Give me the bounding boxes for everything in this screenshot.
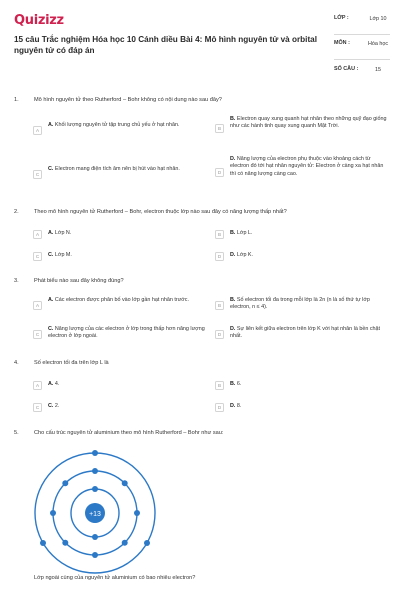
option-key: D.: [230, 326, 236, 332]
option-key: A.: [48, 381, 54, 387]
meta-subject: [334, 40, 390, 48]
option-d[interactable]: [215, 403, 393, 412]
electron: [92, 534, 98, 540]
option-text: Số electron tối đa trong mỗi lớp là 2n (n là số thứ tự lớp electron, n ≤ 4).: [230, 297, 370, 311]
option-letter-box: C: [33, 170, 42, 179]
option-letter-box: B: [215, 381, 224, 390]
option-text: Lớp N.: [54, 230, 72, 236]
option-text: Lớp L.: [236, 230, 253, 236]
meta-count-label: SỐ CÂU :: [334, 66, 359, 72]
option-letter-box: D: [215, 330, 224, 339]
option-text: Khối lượng nguyên tử tập trung chủ yếu ở hạt nhân.: [54, 122, 180, 128]
aluminium-atom-diagram: [30, 448, 160, 578]
option-d[interactable]: [215, 326, 393, 342]
option-b[interactable]: [215, 230, 393, 239]
option-d[interactable]: [215, 252, 393, 261]
option-a[interactable]: [33, 297, 223, 313]
question-number: 2.: [14, 209, 19, 215]
option-text: 4.: [54, 381, 60, 387]
question-number: 5.: [14, 430, 19, 436]
option-text: 8.: [236, 403, 242, 409]
electron: [92, 450, 98, 456]
question-text: Theo mô hình nguyên tử Rutherford – Bohr, electron thuộc lớp nào sau đây có năng lượng thấp nhất?: [34, 209, 287, 215]
option-key: D.: [230, 156, 236, 162]
option-c[interactable]: [33, 166, 223, 182]
electron: [92, 552, 98, 558]
electron: [144, 540, 150, 546]
option-text: Sự liên kết giữa electron trên lớp K với hạt nhân là bền chặt nhất.: [230, 326, 381, 340]
option-key: A.: [48, 297, 54, 303]
electron: [92, 468, 98, 474]
option-b[interactable]: [215, 297, 393, 313]
option-text: 6.: [236, 381, 242, 387]
page-title: 15 câu Trắc nghiệm Hóa học 10 Cánh diều Bài 4: Mô hình nguyên tử và orbital nguyên tử có đáp án: [14, 35, 318, 55]
option-key: C.: [48, 326, 54, 332]
question-text: Số electron tối đa trên lớp L là: [34, 360, 109, 366]
question-number: 3.: [14, 278, 19, 284]
option-c[interactable]: [33, 403, 223, 412]
option-letter-box: A: [33, 126, 42, 135]
option-key: D.: [230, 403, 236, 409]
option-letter-box: C: [33, 330, 42, 339]
option-text: Năng lượng của các electron ở lớp trong thấp hơn năng lượng electron ở lớp ngoài.: [48, 326, 205, 340]
option-letter-box: B: [215, 124, 224, 133]
electron: [50, 510, 56, 516]
meta-class-label: LỚP :: [334, 15, 349, 21]
meta-subject-label: MÔN :: [334, 40, 350, 46]
option-a[interactable]: [33, 122, 223, 138]
option-text: Lớp M.: [54, 252, 72, 258]
option-key: B.: [230, 381, 236, 387]
question-number: 4.: [14, 360, 19, 366]
option-c[interactable]: [33, 326, 223, 342]
option-text: Electron mang điện tích âm nên bị hút vào hạt nhân.: [54, 166, 180, 172]
meta-class-value: Lớp 10: [369, 16, 387, 22]
option-text: 2.: [54, 403, 60, 409]
electron: [92, 486, 98, 492]
question-text: Lớp ngoài cùng của nguyên tử aluminium có bao nhiêu electron?: [34, 575, 196, 581]
option-letter-box: B: [215, 230, 224, 239]
option-d[interactable]: [215, 156, 393, 188]
question-text: Phát biểu nào sau đây không đúng?: [34, 278, 124, 284]
option-key: B.: [230, 297, 236, 303]
option-letter-box: A: [33, 381, 42, 390]
electron: [134, 510, 140, 516]
option-letter-box: C: [33, 403, 42, 412]
option-key: C.: [48, 403, 54, 409]
option-text: Lớp K.: [236, 252, 254, 258]
electron: [40, 540, 46, 546]
quizizz-logo: Quizizz: [14, 13, 64, 28]
nucleus-charge: +13: [89, 511, 101, 518]
question-text: Mô hình nguyên tử theo Rutherford – Bohr không có nội dung nào sau đây?: [34, 97, 222, 103]
option-text: Electron quay xung quanh hạt nhân theo những quỹ đạo giống như các hành tinh quay xung quanh Mặt Trời.: [230, 116, 387, 130]
option-key: B.: [230, 116, 236, 122]
option-a[interactable]: [33, 381, 223, 390]
meta-class: [334, 15, 390, 23]
meta-count: [334, 66, 390, 74]
option-key: D.: [230, 252, 236, 258]
option-b[interactable]: [215, 381, 393, 390]
question-text: Cho cấu trúc nguyên tử aluminium theo mô hình Rutherford – Bohr như sau:: [34, 430, 224, 436]
option-key: A.: [48, 122, 54, 128]
meta-divider: [334, 34, 390, 35]
option-text: Năng lượng của electron phụ thuộc vào khoảng cách từ electron đó tới hạt nhân nguyên tử: Electron ở càng xa hạt nhân thì có năng lượng càng cao.: [230, 156, 384, 177]
option-letter-box: D: [215, 252, 224, 261]
option-key: C.: [48, 166, 54, 172]
option-key: B.: [230, 230, 236, 236]
option-key: C.: [48, 252, 54, 258]
electron: [122, 540, 128, 546]
option-b[interactable]: [215, 116, 393, 140]
meta-subject-value: Hóa học: [367, 41, 389, 47]
question-number: 1.: [14, 97, 19, 103]
electron: [62, 540, 68, 546]
option-letter-box: D: [215, 403, 224, 412]
meta-count-value: 15: [375, 67, 381, 73]
electron: [62, 480, 68, 486]
option-letter-box: A: [33, 301, 42, 310]
option-c[interactable]: [33, 252, 223, 261]
option-key: A.: [48, 230, 54, 236]
option-letter-box: B: [215, 301, 224, 310]
option-a[interactable]: [33, 230, 223, 239]
option-text: Các electron được phân bố vào lớp gần hạt nhân trước.: [54, 297, 190, 303]
option-letter-box: A: [33, 230, 42, 239]
option-letter-box: C: [33, 252, 42, 261]
electron: [122, 480, 128, 486]
option-letter-box: D: [215, 168, 224, 177]
meta-divider: [334, 59, 390, 60]
